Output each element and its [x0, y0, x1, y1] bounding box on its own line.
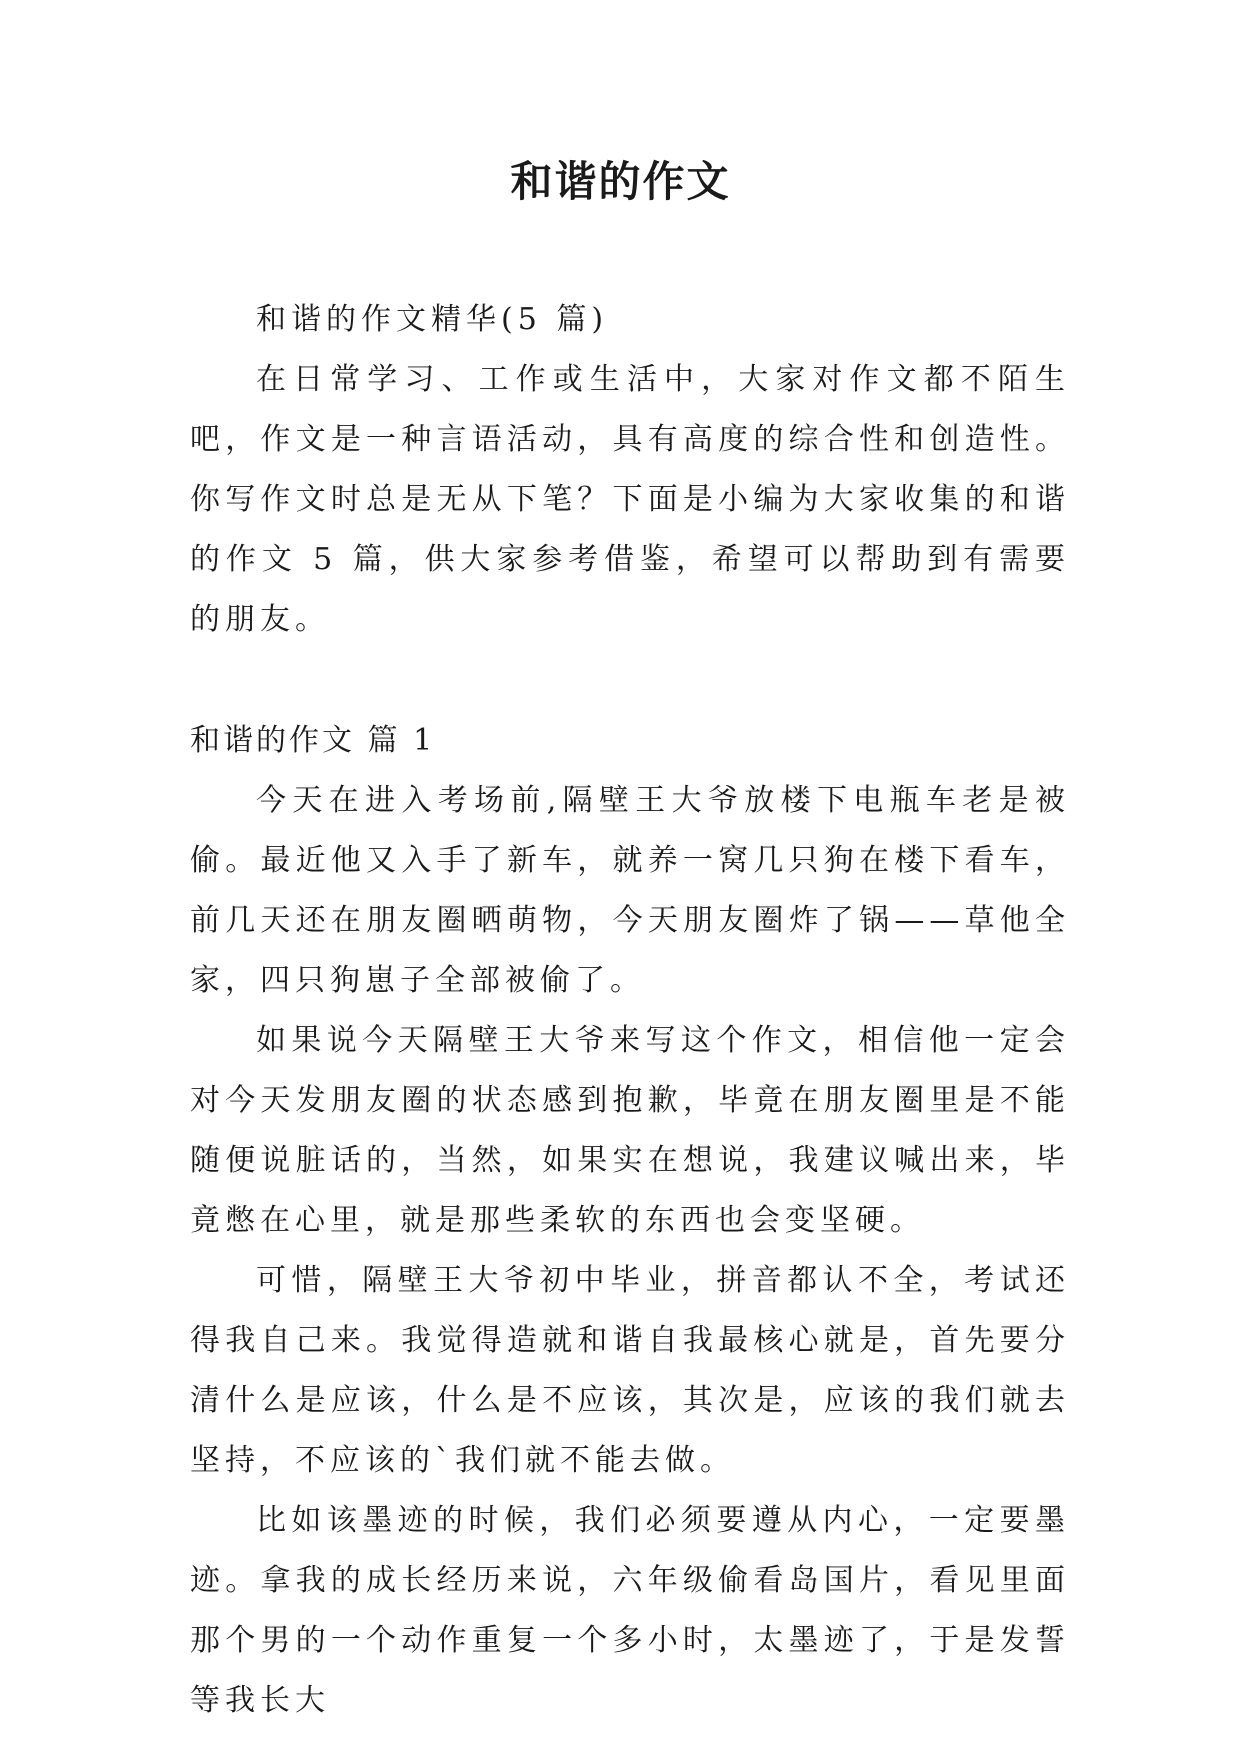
body-paragraph-2: 如果说今天隔壁王大爷来写这个作文，相信他一定会对今天发朋友圈的状态感到抱歉，毕竟在朋友圈里是不能随便说脏话的，当然，如果实在想说，我建议喊出来，毕竟憋在心里，就是那些柔软的东西也会变坚硬。: [190, 1023, 1070, 1238]
section-heading: 和谐的作文 篇 1: [190, 723, 436, 758]
document-title: 和谐的作文: [510, 157, 731, 206]
body-paragraph-1: 今天在进入考场前,隔壁王大爷放楼下电瓶车老是被偷。最近他又入手了新车，就养一窝几只狗在楼下看车，前几天还在朋友圈晒萌物，今天朋友圈炸了锅——草他全家，四只狗崽子全部被偷了。: [190, 783, 1070, 998]
intro-paragraph: 在日常学习、工作或生活中，大家对作文都不陌生吧，作文是一种言语活动，具有高度的综合性和创造性。你写作文时总是无从下笔？下面是小编为大家收集的和谐的作文 5 篇，供大家参考借鉴，希望可以帮助到有需要的朋友。: [190, 362, 1070, 637]
document-subtitle: 和谐的作文精华(5 篇): [256, 302, 609, 337]
body-paragraph-3: 可惜，隔壁王大爷初中毕业，拼音都认不全，考试还得我自己来。我觉得造就和谐自我最核心就是，首先要分清什么是应该，什么是不应该，其次是，应该的我们就去坚持，不应该的`我们就不能去做。: [190, 1263, 1070, 1478]
body-paragraph-4: 比如该墨迹的时候，我们必须要遵从内心，一定要墨迹。拿我的成长经历来说，六年级偷看岛国片，看见里面那个男的一个动作重复一个多小时，太墨迹了，于是发誓等我长大: [190, 1503, 1070, 1718]
document-body: [190, 290, 1070, 1731]
